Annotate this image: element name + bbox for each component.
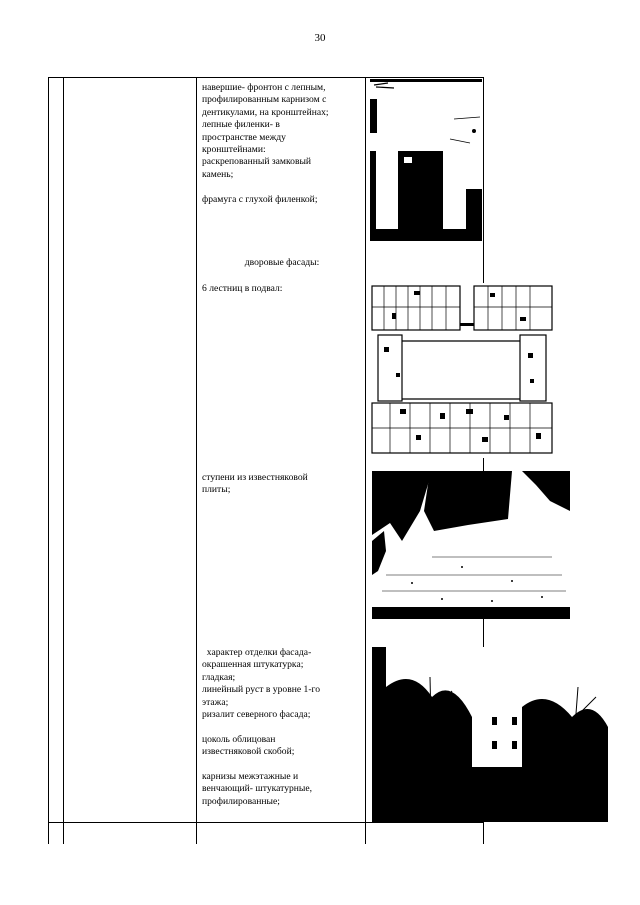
row-divider (48, 822, 484, 823)
limestone-steps-text (202, 472, 362, 497)
text-line: ступени из известняковой (202, 472, 308, 483)
text-line: лепные филенки- в (202, 119, 280, 131)
text-line: навершие- фронтон с лепным, (202, 82, 326, 93)
col-border-2 (63, 77, 64, 844)
text-line: дентикулами, на кронштейнах; (202, 106, 329, 118)
text-line (202, 759, 362, 771)
text-line: пространстве между (202, 131, 286, 143)
facade-finish-text (202, 647, 362, 808)
portal-door-photo (370, 79, 482, 241)
text-line (202, 181, 362, 193)
text-line (202, 721, 362, 733)
page-number: 30 (314, 32, 326, 44)
limestone-steps-photo (372, 471, 570, 619)
text-line: линейный руст в уровне 1-го (202, 684, 321, 696)
text-line: профилированные; (202, 795, 280, 807)
text-line: окрашенная штукатурка; (202, 659, 304, 671)
text-line: карнизы межэтажные и (202, 771, 299, 783)
text-line: 6 лестниц в подвал: (202, 283, 283, 294)
basement-stairs-text (202, 283, 362, 295)
text-line: раскрепованный замковый (202, 156, 312, 168)
text-line: характер отделки фасада- (202, 647, 312, 658)
courtyard-facade-photo (372, 647, 608, 822)
text-line: камень; (202, 168, 234, 180)
text-line: фрамуга с глухой филенкой; (202, 193, 318, 205)
text-line: этажа; (202, 696, 229, 708)
floor-plan-drawing (370, 283, 555, 458)
portal-description (202, 82, 362, 206)
col-border-left (48, 77, 49, 844)
text-line: ризалит северного фасада; (202, 709, 311, 721)
text-line: гладкая; (202, 671, 236, 683)
table-top-border (48, 77, 484, 78)
text-line: цоколь облицован (202, 733, 276, 745)
text-line: дворовые фасады: (244, 257, 320, 268)
col-border-3 (196, 77, 197, 844)
col-border-4 (365, 77, 366, 844)
text-line: кронштейнами: (202, 144, 266, 156)
courtyard-facades-heading (202, 257, 362, 269)
text-line: плиты; (202, 484, 231, 496)
text-line: венчающий- штукатурные, (202, 783, 313, 795)
text-line: известняковой скобой; (202, 746, 295, 758)
text-line: профилированным карнизом с (202, 94, 327, 106)
